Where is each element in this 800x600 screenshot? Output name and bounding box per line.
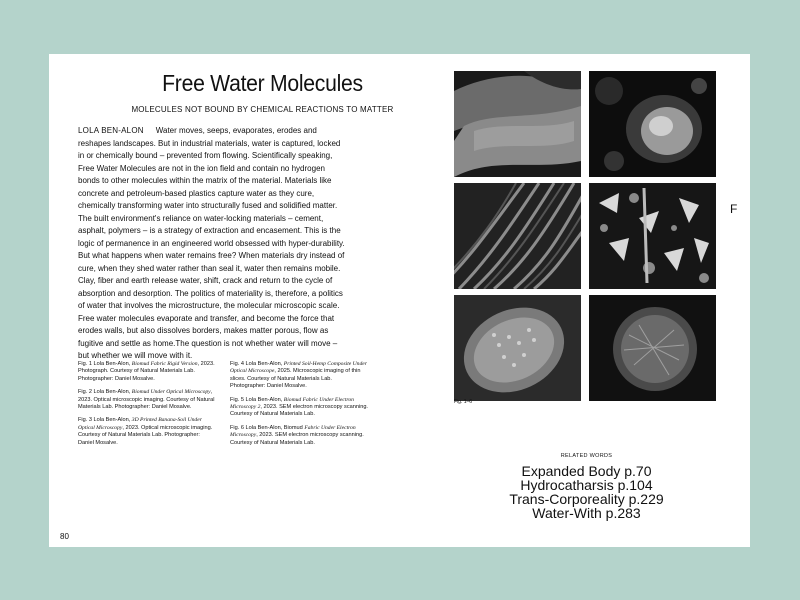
related-words-list: [469, 464, 704, 520]
caption-fig-6: Fig. 6 Lola Ben-Alon, Biomud Fabric Under Electron Microscopy, 2023. SEM electron microscopy scanning. Courtesy of Natural Materials Lab.: [230, 424, 364, 446]
figure-captions: [78, 361, 368, 453]
photo-fig-1: [454, 71, 581, 177]
article-subtitle: MOLECULES NOT BOUND BY CHEMICAL REACTIONS TO MATTER: [131, 105, 394, 114]
caption-fig-4: Fig. 4 Lola Ben-Alon, Printed Soil-Hemp Composite Under Optical Microscope, 2025. Microscopic imaging of thin slices. Courtesy of Natural Materials Lab. Photographer: Daniel Mosalve.: [230, 361, 367, 390]
related-word-item: Water-With p.283: [532, 505, 641, 521]
photo-fig-2: [589, 71, 716, 177]
related-word-item: Expanded Body p.70: [521, 463, 652, 479]
caption-fig-2: Fig. 2 Lola Ben-Alon, Biomud Under Optical Microscopy, 2023. Optical microscopic imaging. Courtesy of Natural Materials Lab. Photographer: Daniel Mosalve.: [78, 389, 215, 411]
photo-fig-6: [589, 295, 716, 401]
related-word-item: Trans-Corporeality p.229: [509, 491, 664, 507]
photo-fig-5: [454, 295, 581, 401]
related-words-heading: RELATED WORDS: [560, 453, 613, 459]
caption-fig-3: Fig. 3 Lola Ben-Alon, 3D Printed Banana-Soil Under Optical Microscopy, 2023. Optical microscopic imaging. Courtesy of Natural Materials Lab. Photographer: Daniel Mosalve.: [78, 417, 213, 446]
book-spread: [49, 54, 750, 547]
figure-range-label: Fig. 1–6: [454, 399, 473, 405]
photo-fig-4: [589, 183, 716, 289]
article-body: [78, 125, 348, 363]
caption-fig-5: Fig. 5 Lola Ben-Alon, Biomud Fabric Under Electron Microscopy 2, 2023. SEM electron microscopy scanning. Courtesy of Natural Materials Lab.: [230, 396, 368, 418]
caption-column-right: [230, 361, 368, 453]
article-title: Free Water Molecules: [162, 70, 363, 96]
author-name: LOLA BEN-ALON: [78, 126, 144, 135]
microscopy-photo-grid: [454, 71, 716, 401]
related-word-item: Hydrocatharsis p.104: [520, 477, 653, 493]
index-letter: F: [730, 202, 738, 216]
caption-column-left: [78, 361, 216, 453]
photo-fig-3: [454, 183, 581, 289]
body-paragraph: Water moves, seeps, evaporates, erodes and reshapes landscapes. But in industrial materials, water is captured, locked in or chemically bound – prevented from flowing. Scientifically speaking, Free Water Molecules are not in the ion field and contain no hydrogen bonds to other molecules within the matrix of the material. Materials like concrete and petroleum-based plastics capture water as they cure, chemically transforming water into structurally fused and solidified matter. The built environment's reliance on water-locking materials – cement, asphalt, polymers – is a strategy of extraction and encasement. This is the logic of permanence in an engineered world obsessed with hyper-durability. But what happens when water remains free? When materials dry instead of cure, when they shed water rather than seal it, water then remains mobile. Clay, fiber and earth release water, shift, crack and return to the cycle of absorption and desorption. The politics of materiality is, therefore, a politics of water that involves the microstructure, the molecular microscopic scale. Free water molecules evaporate and transfer, and become the force that erodes walls, but also dissolves borders, makes matter porous, flow as fugitive and settle as home.The question is not whether water will move – but whether we will move with it.: [78, 126, 345, 360]
page-number: 80: [60, 532, 69, 541]
caption-fig-1: Fig. 1 Lola Ben-Alon, Biomud Fabric Rigid Version, 2023. Photograph. Courtesy of Natural Materials Lab. Photographer: Daniel Mosalve.: [78, 361, 215, 382]
